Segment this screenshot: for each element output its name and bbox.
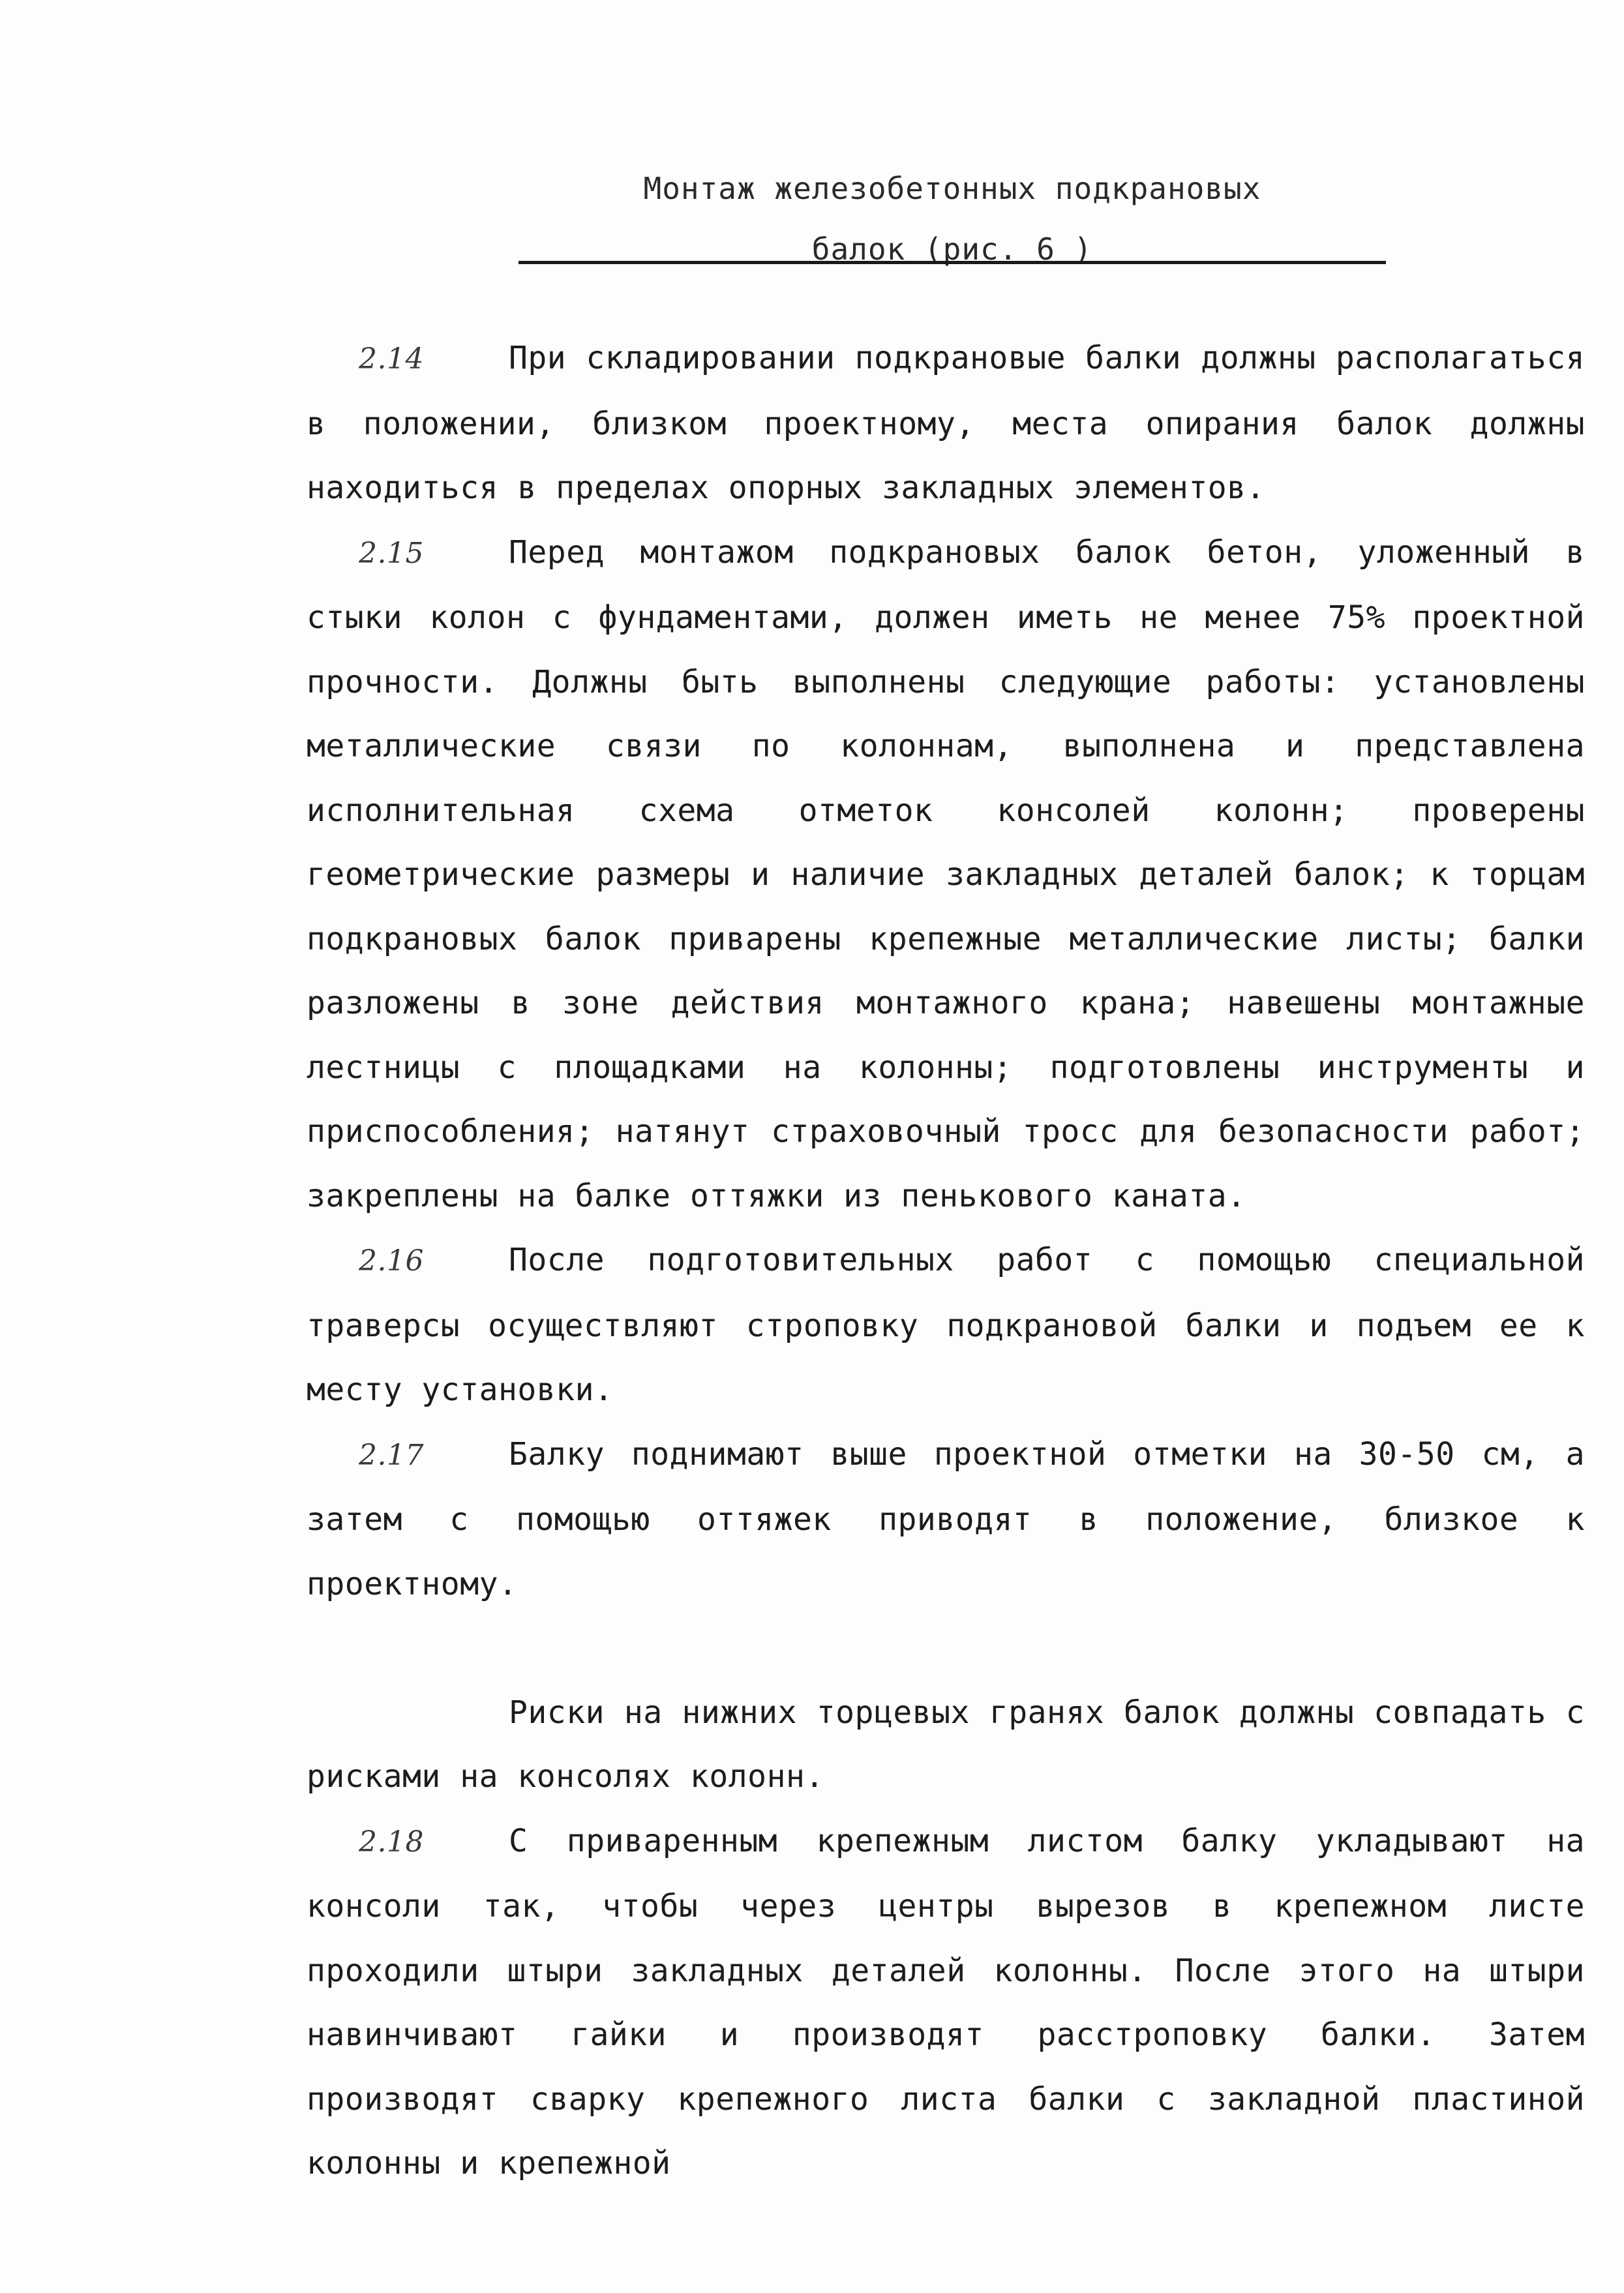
title-underline xyxy=(519,261,1386,264)
paragraph-text: Балку поднимают выше проектной отметки на 30-50 см, а затем с помощью оттяжек приводят в положение, близкое к проектному. xyxy=(307,1435,1585,1602)
paragraph-2-16 xyxy=(307,1228,1585,1422)
paragraph-text: При складировании подкрановые балки должны располагаться в положении, близком проектному, места опирания балок должны находиться в пределах опорных закладных элементов. xyxy=(307,340,1585,506)
paragraph-number: 2.15 xyxy=(359,536,424,570)
paragraph-number: 2.17 xyxy=(359,1438,424,1472)
paragraph-2-14 xyxy=(307,326,1585,520)
section-title-line-1: Монтаж железобетонных подкрановых xyxy=(643,171,1261,206)
document-body xyxy=(307,326,1585,2196)
paragraph-number: 2.14 xyxy=(359,342,424,376)
section-title-line-2: балок (рис. 6 ) xyxy=(811,232,1093,267)
paragraph-text: После подготовительных работ с помощью специальной траверсы осуществляют строповку подкрановой балки и подъем ее к месту установки. xyxy=(307,1242,1585,1408)
paragraph-2-18 xyxy=(307,1809,1585,2196)
paragraph-2-17 xyxy=(307,1422,1585,1617)
paragraph-2-15 xyxy=(307,520,1585,1229)
paragraph-text: Риски на нижних торцевых гранях балок должны совпадать с рисками на консолях колонн. xyxy=(307,1694,1585,1795)
paragraph-text: Перед монтажом подкрановых балок бетон, уложенный в стыки колон с фундаментами, должен иметь не менее 75% проектной прочности. Должны быть выполнены следующие работы: установлены металлические связи по колоннам, выполнена и представлена исполнительная схема отметок консолей колонн; проверены геометрические размеры и наличие закладных деталей балок; к торцам подкрановых балок приварены крепежные металлические листы; балки разложены в зоне действия монтажного крана; навешены монтажные лестницы с площадками на колонны; подготовлены инструменты и приспособления; натянут страховочный тросс для безопасности работ; закреплены на балке оттяжки из пенькового каната. xyxy=(307,533,1585,1214)
paragraph-text: С приваренным крепежным листом балку укладывают на консоли так, чтобы через центры вырезов в крепежном листе проходили штыри закладных деталей колонны. После этого на штыри навинчивают гайки и производят расстроповку балки. Затем производят сварку крепежного листа балки с закладной пластиной колонны и крепежной xyxy=(307,1822,1585,2181)
paragraph-risks xyxy=(307,1681,1585,1809)
paragraph-number: 2.18 xyxy=(359,1825,424,1859)
paragraph-number: 2.16 xyxy=(359,1244,424,1278)
